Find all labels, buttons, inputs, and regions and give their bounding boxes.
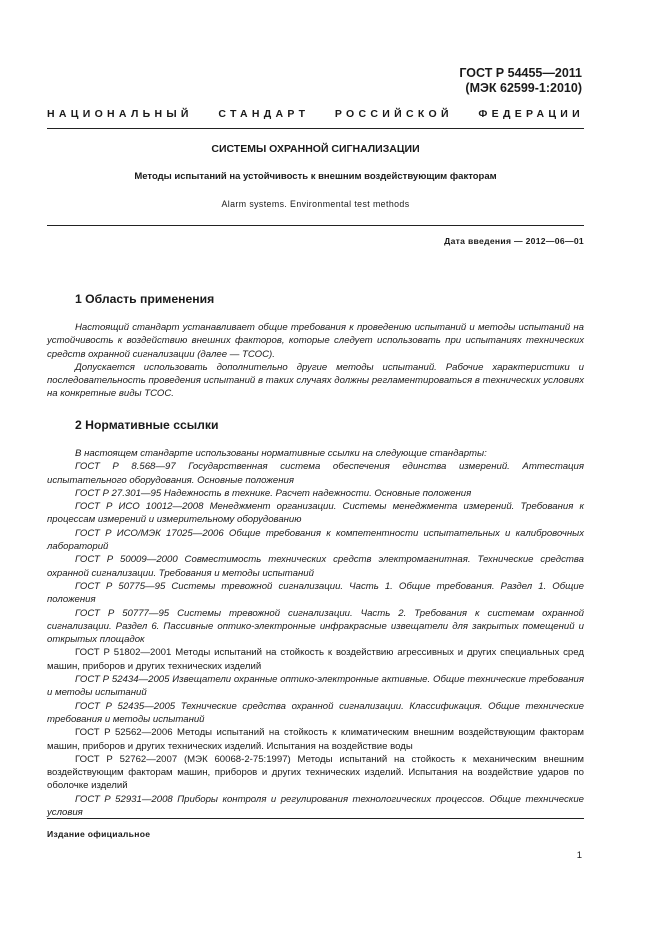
reference-item: ГОСТ Р 27.301—95 Надежность в технике. Расчет надежности. Основные положения xyxy=(75,487,472,499)
section-1-body xyxy=(47,321,584,401)
paragraph: В настоящем стандарте использованы нормативные ссылки на следующие стандарты: xyxy=(75,448,487,459)
standard-designation xyxy=(459,66,582,96)
reference-item: ГОСТ Р 52434—2005 Извещатели охранные оптико-электронные активные. Общие технические требования и методы испытаний xyxy=(47,674,584,699)
introduction-date: Дата введения — 2012—06—01 xyxy=(444,236,584,246)
english-title: Alarm systems. Environmental test methods xyxy=(221,199,410,209)
reference-item: ГОСТ Р 52562—2006 Методы испытаний на стойкость к климатическим внешним воздействующим факторам машин, приборов и других технических изделий. Испытания на воздействие воды xyxy=(47,727,584,752)
reference-item: ГОСТ Р 51802—2001 Методы испытаний на стойкость к воздействию агрессивных и других специальных сред машин, приборов и других технических изделий xyxy=(47,647,584,672)
reference-item: ГОСТ Р 50009—2000 Совместимость технических средств электромагнитная. Технические средства охранной сигнализации. Требования и методы испытаний xyxy=(47,554,584,579)
reference-item: ГОСТ Р 52435—2005 Технические средства охранной сигнализации. Классификация. Общие технические требования и методы испытаний xyxy=(47,700,584,725)
top-divider xyxy=(47,128,584,129)
paragraph: Настоящий стандарт устанавливает общие требования к проведению испытаний и методы испытаний на устойчивость к воздействию внешних факторов, которые следует использовать при испытаниях технических средств охранной сигнализации (далее — ТСОС). xyxy=(47,322,584,360)
reference-item: ГОСТ Р 8.568—97 Государственная система обеспечения единства измерений. Аттестация испытательного оборудования. Основные положения xyxy=(47,461,584,486)
gost-number: ГОСТ Р 54455—2011 xyxy=(459,66,582,80)
footer-divider xyxy=(47,818,584,819)
reference-item: ГОСТ Р ИСО/МЭК 17025—2006 Общие требования к компетентности испытательных и калибровочных лабораторий xyxy=(47,527,584,553)
edition-label: Издание официальное xyxy=(47,829,151,839)
section-2-heading: 2 Нормативные ссылки xyxy=(75,418,219,432)
reference-item: ГОСТ Р 50777—95 Системы тревожной сигнализации. Часть 2. Требования к системам охранной сигнализации. Раздел 6. Пассивные оптико-электронные инфракрасные извещатели для закрытых помещений и открытых площадок xyxy=(47,607,584,646)
title-divider xyxy=(47,225,584,226)
section-2-body xyxy=(47,447,584,819)
system-title: СИСТЕМЫ ОХРАННОЙ СИГНАЛИЗАЦИИ xyxy=(211,143,420,155)
section-1-heading: 1 Область применения xyxy=(75,292,215,306)
reference-item: ГОСТ Р 52762—2007 (МЭК 60068-2-75:1997) Методы испытаний на стойкость к механическим внешним воздействующим факторам машин, приборов и других технических изделий. Испытания на воздействие ударов по оболочке изделий xyxy=(47,753,584,792)
iec-number: (МЭК 62599-1:2010) xyxy=(465,81,582,95)
reference-item: ГОСТ Р 52931—2008 Приборы контроля и регулирования технологических процессов. Общие технические условия xyxy=(47,793,584,819)
reference-item: ГОСТ Р ИСО 10012—2008 Менеджмент организации. Системы менеджмента измерений. Требования к процессам измерений и измерительному оборудованию xyxy=(47,501,584,526)
paragraph: Допускается использовать дополнительно другие методы испытаний. Рабочие характеристики и последовательность проведения испытаний в таких случаях должны регламентироваться в технических условиях на конкретные виды ТСОС. xyxy=(47,361,584,400)
page-number: 1 xyxy=(576,850,582,861)
reference-item: ГОСТ Р 50775—95 Системы тревожной сигнализации. Часть 1. Общие требования. Раздел 1. Общие положения xyxy=(47,580,584,606)
russian-title: Методы испытаний на устойчивость к внешним воздействующим факторам xyxy=(134,171,497,182)
national-standard-banner: НАЦИОНАЛЬНЫЙ СТАНДАРТ РОССИЙСКОЙ ФЕДЕРАЦИИ xyxy=(47,108,584,120)
